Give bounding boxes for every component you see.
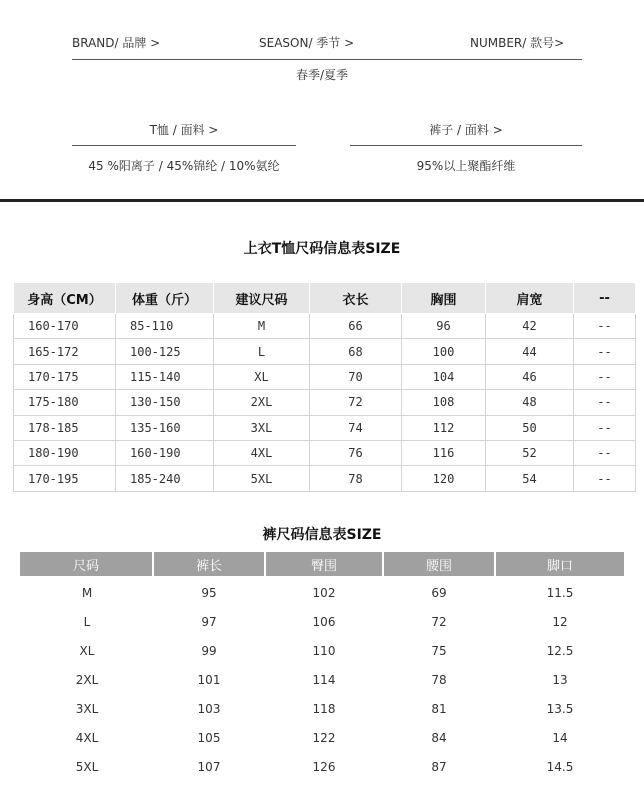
table-cell: 5XL [75,759,99,774]
table-cell: 68 [310,339,402,364]
table-cell: 107 [197,759,221,774]
table-cell: 115-140 [116,364,214,389]
table-cell: 72 [310,390,402,415]
table-cell: L [214,339,310,364]
table-cell: 74 [310,415,402,440]
table-cell: 14 [552,730,568,745]
table-cell: 160-170 [14,314,116,339]
tshirt-fabric-label: T恤 / 面料 > [149,123,219,137]
table-cell: 185-240 [116,466,214,491]
pants-fabric-divider [350,145,582,146]
top-table-header-row [14,283,636,314]
table-cell: 78 [310,466,402,491]
season-label: SEASON/ 季节 > [259,36,355,50]
table-cell: 118 [312,701,336,716]
table-cell: 4XL [75,730,99,745]
table-cell: 99 [201,643,217,658]
table-cell: 50 [486,415,574,440]
season-value: 春季/夏季 [295,68,349,82]
table-row [20,752,624,781]
table-cell: 54 [486,466,574,491]
section-divider [0,199,644,202]
table-cell: 105 [197,730,221,745]
table-cell: 84 [431,730,447,745]
brand-label: BRAND/ 品牌 > [72,36,161,50]
table-cell: XL [214,364,310,389]
table-cell: 81 [431,701,447,716]
table-cell: 95 [201,585,217,600]
tshirt-fabric-value: 45 %阳离子 / 45%锦纶 / 10%氨纶 [88,159,280,173]
table-cell: 3XL [214,415,310,440]
table-cell: XL [79,643,95,658]
table-cell: -- [574,466,636,491]
table-cell: 135-160 [116,415,214,440]
table-cell: 114 [312,672,336,687]
table-row [20,607,624,636]
pants-table-header-row [20,552,624,576]
header-size: 尺码 [20,552,152,576]
table-cell: 175-180 [14,390,116,415]
table-cell: 42 [486,314,574,339]
header-weight: 体重（斤） [116,283,214,314]
table-cell: 52 [486,440,574,465]
table-cell: 97 [201,614,217,629]
table-cell: -- [574,364,636,389]
top-size-table [13,282,636,492]
table-cell: 48 [486,390,574,415]
table-cell: 126 [312,759,336,774]
table-row [20,665,624,694]
top-table-title: 上衣T恤尺码信息表SIZE [243,241,401,257]
pants-size-table [20,552,624,781]
table-row [20,636,624,665]
table-cell: 101 [197,672,221,687]
table-cell: 116 [402,440,486,465]
table-cell: 112 [402,415,486,440]
table-row [14,390,636,415]
table-cell: 12.5 [546,643,574,658]
table-cell: 130-150 [116,390,214,415]
table-cell: 165-172 [14,339,116,364]
table-cell: 178-185 [14,415,116,440]
table-cell: 5XL [214,466,310,491]
table-cell: 78 [431,672,447,687]
table-cell: 46 [486,364,574,389]
table-cell: L [83,614,91,629]
table-cell: 160-190 [116,440,214,465]
table-row [14,415,636,440]
number-label: NUMBER/ 款号> [470,36,565,50]
table-cell: 70 [310,364,402,389]
table-cell: 4XL [214,440,310,465]
header-extra: -- [574,283,636,314]
table-cell: 100-125 [116,339,214,364]
table-cell: 96 [402,314,486,339]
header-waist: 腰围 [382,552,494,576]
table-cell: 102 [312,585,336,600]
header-height: 身高（CM） [14,283,116,314]
table-cell: 66 [310,314,402,339]
table-cell: 14.5 [546,759,574,774]
header-shoulder: 肩宽 [486,283,574,314]
pants-fabric-label: 裤子 / 面料 > [429,123,503,137]
tshirt-fabric-divider [72,145,296,146]
table-cell: -- [574,314,636,339]
table-row [14,364,636,389]
table-cell: -- [574,339,636,364]
table-cell: 76 [310,440,402,465]
header-length: 衣长 [310,283,402,314]
table-cell: 103 [197,701,221,716]
table-row [20,576,624,607]
header-chest: 胸围 [402,283,486,314]
table-cell: 13.5 [546,701,574,716]
table-row [20,694,624,723]
table-cell: 13 [552,672,568,687]
table-cell: 108 [402,390,486,415]
table-cell: 69 [431,585,447,600]
info-divider [72,59,582,60]
table-cell: 104 [402,364,486,389]
pants-table-title: 裤尺码信息表SIZE [262,527,382,543]
table-cell: 85-110 [116,314,214,339]
table-cell: 2XL [214,390,310,415]
table-cell: 122 [312,730,336,745]
table-cell: -- [574,415,636,440]
header-leg-opening: 脚口 [494,552,624,576]
table-cell: 180-190 [14,440,116,465]
header-pants-length: 裤长 [152,552,264,576]
table-row [14,440,636,465]
table-cell: 170-175 [14,364,116,389]
table-cell: 11.5 [546,585,574,600]
table-cell: -- [574,390,636,415]
table-cell: -- [574,440,636,465]
table-cell: 87 [431,759,447,774]
table-cell: 120 [402,466,486,491]
table-cell: 3XL [75,701,99,716]
header-hip: 臀围 [264,552,382,576]
table-cell: 12 [552,614,568,629]
header-suggested-size: 建议尺码 [214,283,310,314]
table-cell: 106 [312,614,336,629]
table-cell: 44 [486,339,574,364]
table-cell: 100 [402,339,486,364]
table-row [14,314,636,339]
pants-fabric-value: 95%以上聚酯纤维 [416,159,516,173]
table-row [14,339,636,364]
table-row [14,466,636,491]
table-cell: 2XL [75,672,99,687]
table-cell: 110 [312,643,336,658]
table-cell: 170-195 [14,466,116,491]
table-cell: 75 [431,643,447,658]
table-row [20,723,624,752]
table-cell: 72 [431,614,447,629]
table-cell: M [81,585,93,600]
table-cell: M [214,314,310,339]
